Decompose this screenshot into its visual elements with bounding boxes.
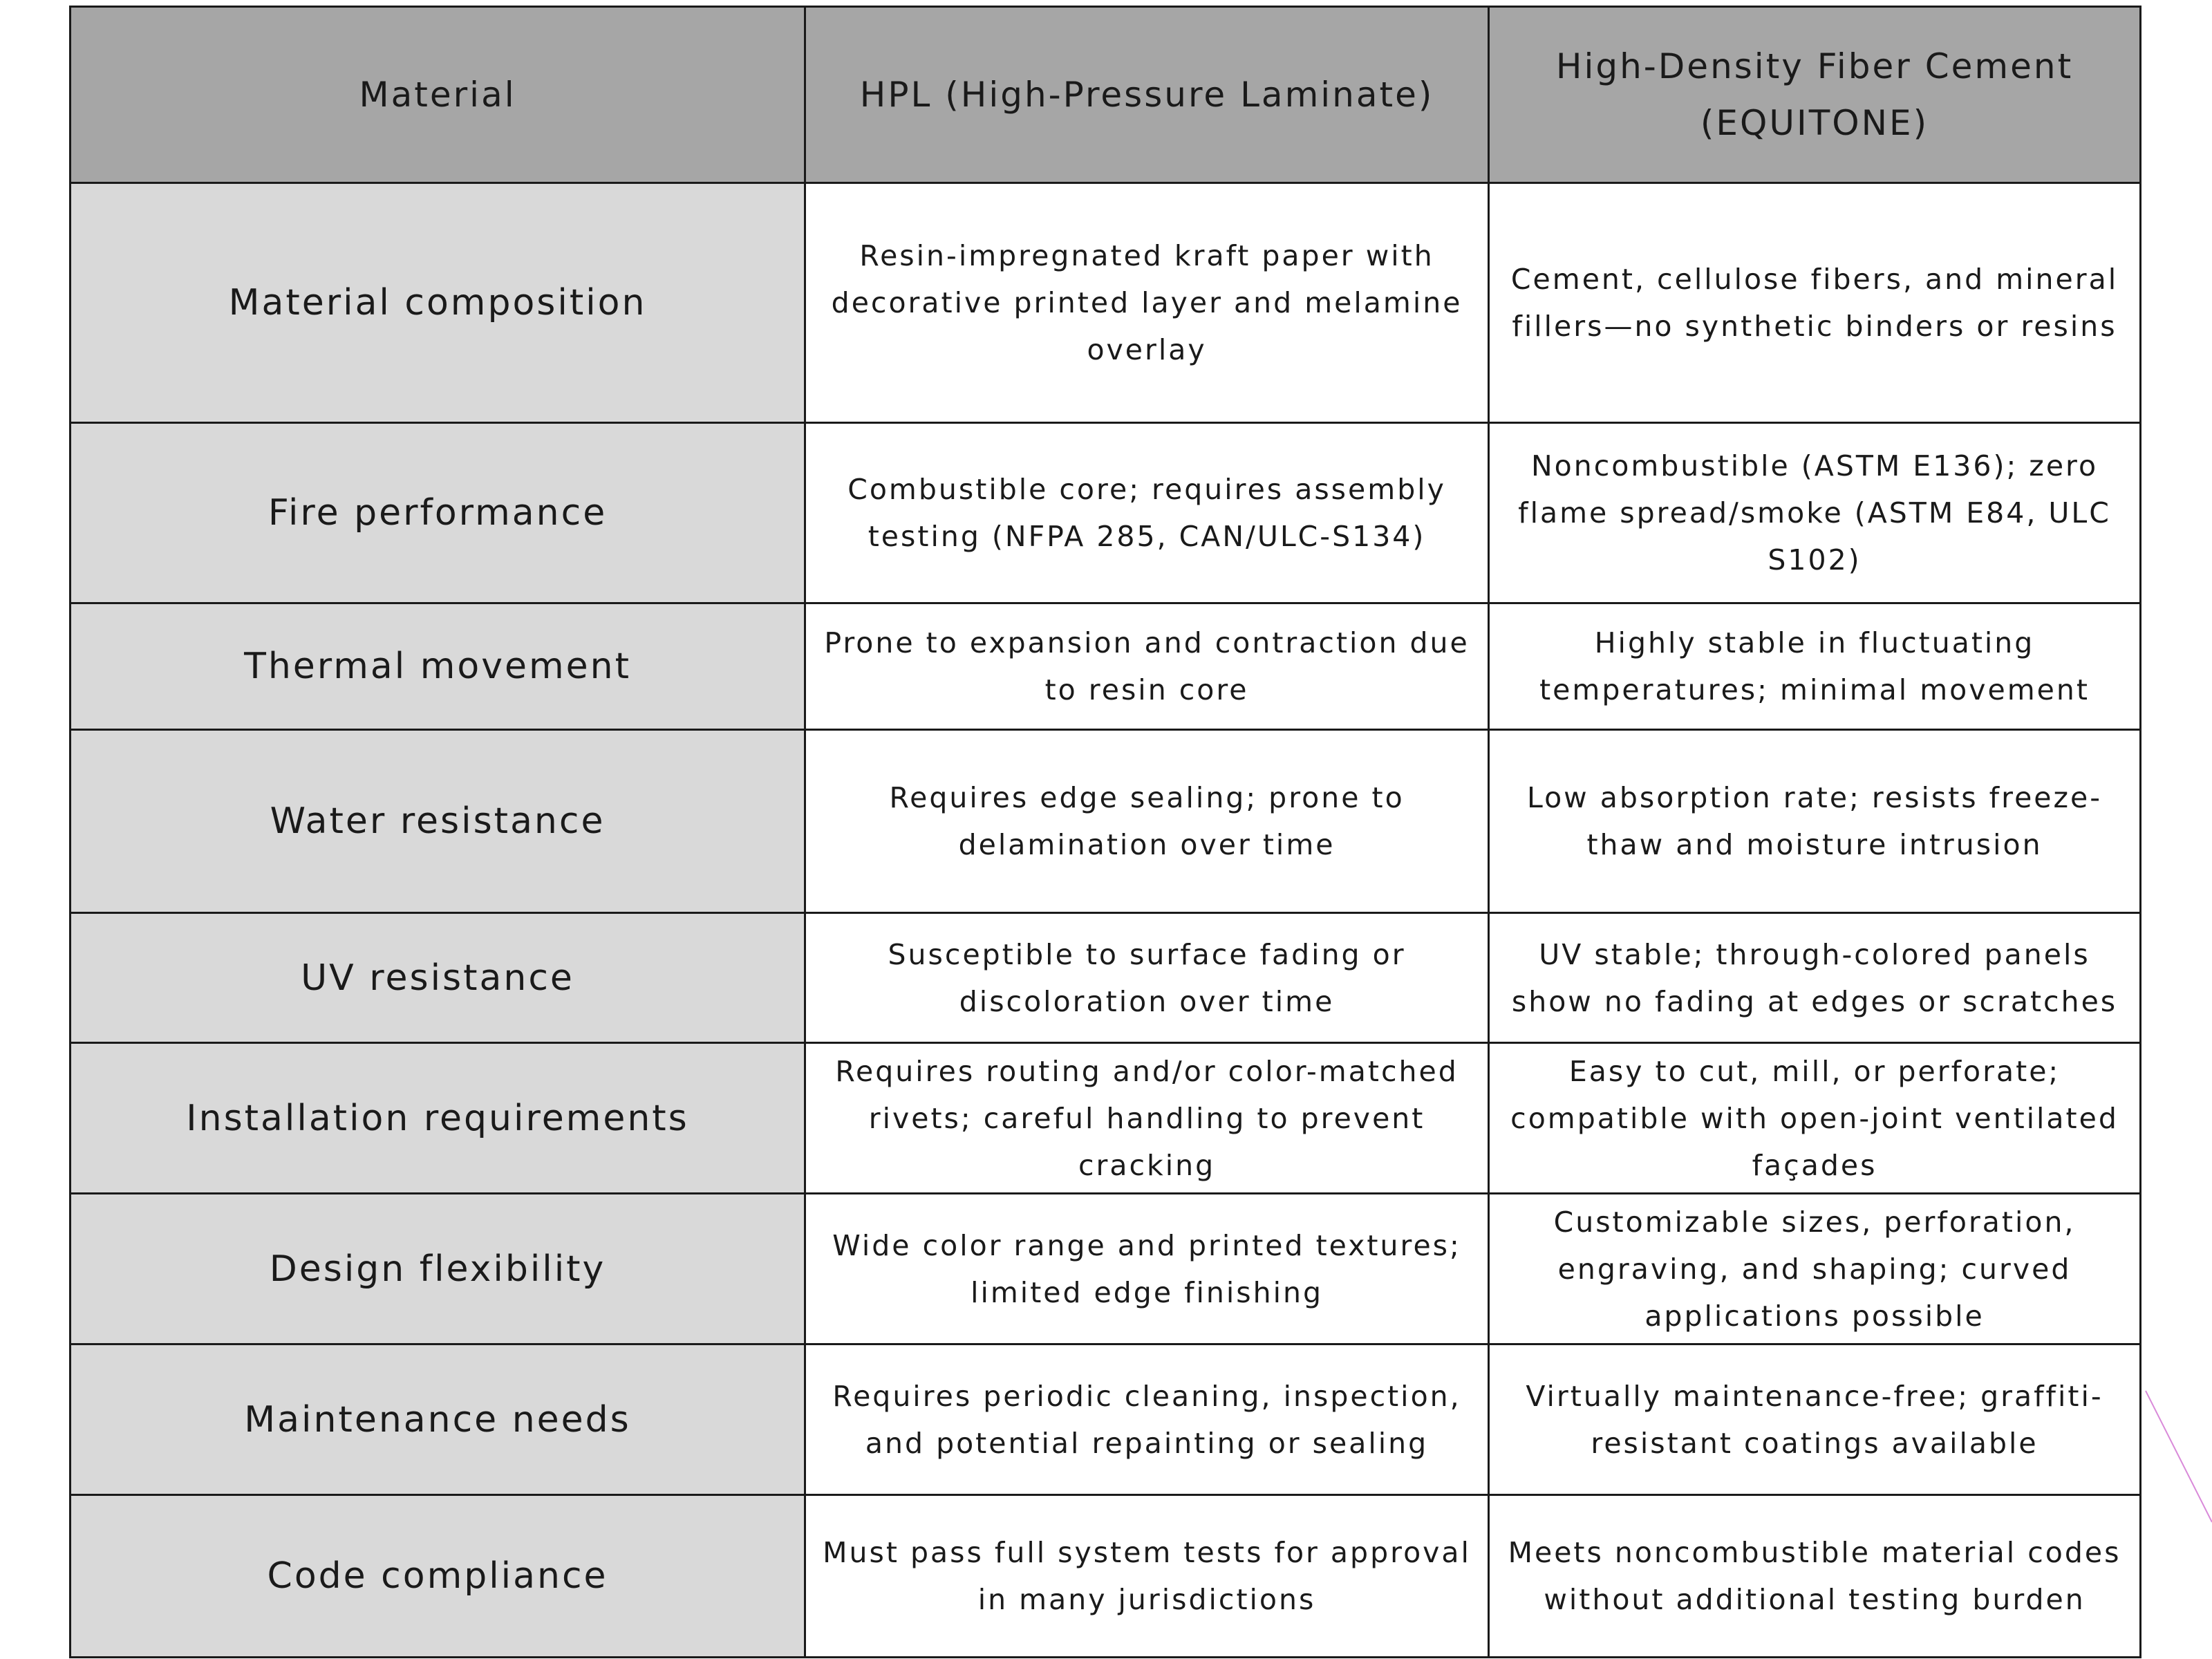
header-material: Material (71, 7, 805, 183)
hpl-cell: Combustible core; requires assembly testing (NFPA 285, CAN/ULC-S134) (805, 423, 1489, 603)
hpl-cell: Prone to expansion and contraction due to resin core (805, 603, 1489, 730)
row-label: Code compliance (71, 1495, 805, 1658)
hpl-cell: Requires periodic cleaning, inspection, and potential repainting or sealing (805, 1344, 1489, 1495)
fiber-cement-cell: Customizable sizes, perforation, engraving, and shaping; curved applications possible (1489, 1194, 2141, 1344)
row-label: Maintenance needs (71, 1344, 805, 1495)
header-hpl: HPL (High-Pressure Laminate) (805, 7, 1489, 183)
row-label: UV resistance (71, 913, 805, 1043)
fiber-cement-cell: Highly stable in fluctuating temperatures; minimal movement (1489, 603, 2141, 730)
fiber-cement-cell: Virtually maintenance-free; graffiti-resistant coatings available (1489, 1344, 2141, 1495)
fiber-cement-cell: Meets noncombustible material codes without additional testing burden (1489, 1495, 2141, 1658)
fiber-cement-cell: Easy to cut, mill, or perforate; compatible with open-joint ventilated façades (1489, 1043, 2141, 1194)
diagonal-stroke (2146, 1391, 2212, 1522)
row-label: Design flexibility (71, 1194, 805, 1344)
row-label: Water resistance (71, 730, 805, 913)
fiber-cement-cell: Cement, cellulose fibers, and mineral fillers—no synthetic binders or resins (1489, 183, 2141, 423)
row-label: Installation requirements (71, 1043, 805, 1194)
hpl-cell: Requires edge sealing; prone to delamination over time (805, 730, 1489, 913)
row-label: Thermal movement (71, 603, 805, 730)
fiber-cement-cell: UV stable; through-colored panels show no fading at edges or scratches (1489, 913, 2141, 1043)
fiber-cement-cell: Noncombustible (ASTM E136); zero flame spread/smoke (ASTM E84, ULC S102) (1489, 423, 2141, 603)
hpl-cell: Wide color range and printed textures; limited edge finishing (805, 1194, 1489, 1344)
hpl-cell: Susceptible to surface fading or discoloration over time (805, 913, 1489, 1043)
hpl-cell: Resin-impregnated kraft paper with decorative printed layer and melamine overlay (805, 183, 1489, 423)
fiber-cement-cell: Low absorption rate; resists freeze-thaw and moisture intrusion (1489, 730, 2141, 913)
hpl-cell: Must pass full system tests for approval in many jurisdictions (805, 1495, 1489, 1658)
hpl-cell: Requires routing and/or color-matched rivets; careful handling to prevent cracking (805, 1043, 1489, 1194)
row-label: Material composition (71, 183, 805, 423)
row-label: Fire performance (71, 423, 805, 603)
header-fiber-cement: High-Density Fiber Cement (EQUITONE) (1489, 7, 2141, 183)
